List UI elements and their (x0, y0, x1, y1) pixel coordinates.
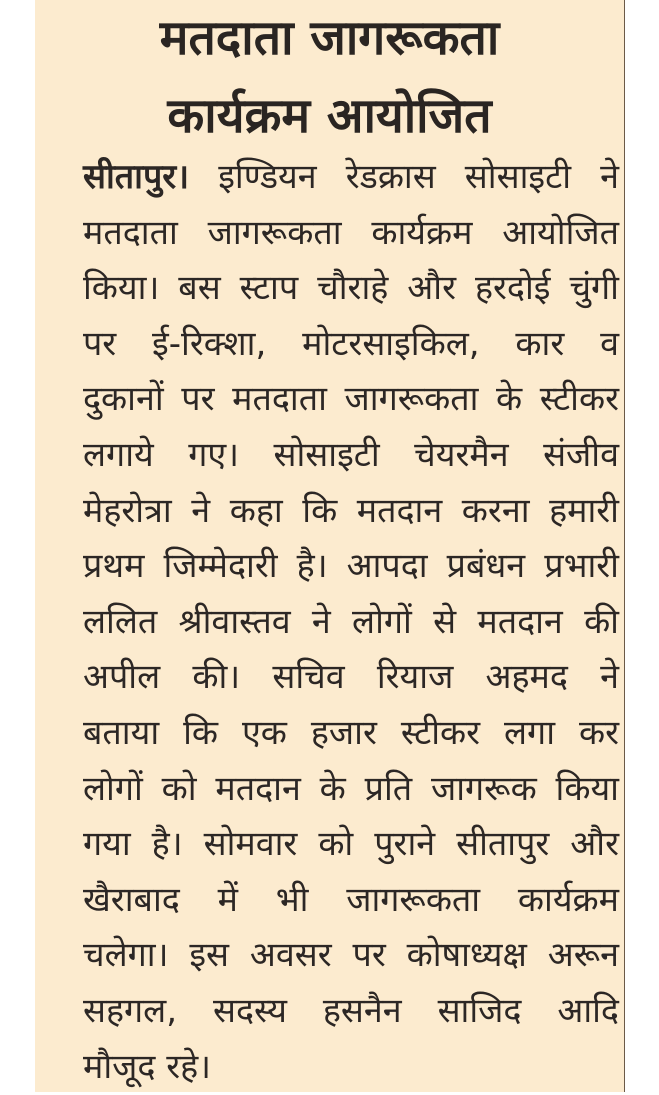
article-line: मेहरोत्रा ने कहा कि मतदान करना हमारी (83, 484, 619, 540)
article-line: सहगल, सदस्य हसनैन साजिद आदि (83, 984, 619, 1040)
article-line: चलेगा। इस अवसर पर कोषाध्यक्ष अरून (83, 928, 619, 984)
article-text: इण्डियन रेडक्रास सोसाइटी ने (189, 157, 619, 197)
article-line: खैराबाद में भी जागरूकता कार्यक्रम (83, 873, 619, 929)
newspaper-clipping (35, 0, 625, 1092)
article-line: मौजूद रहे। (83, 1040, 619, 1095)
article-line: दुकानों पर मतदाता जागरूकता के स्टीकर (83, 372, 619, 428)
article-line: अपील की। सचिव रियाज अहमद ने (83, 650, 619, 706)
article-line: किया। बस स्टाप चौराहे और हरदोई चुंगी (83, 261, 619, 317)
article-line (83, 150, 619, 206)
article-line: लोगों को मतदान के प्रति जागरूक किया (83, 762, 619, 818)
article-line: प्रथम जिम्मेदारी है। आपदा प्रबंधन प्रभारी (83, 539, 619, 595)
article-line: गया है। सोमवार को पुराने सीतापुर और (83, 817, 619, 873)
article-body (83, 150, 619, 1095)
article-line: बताया कि एक हजार स्टीकर लगा कर (83, 706, 619, 762)
article-line: ललित श्रीवास्तव ने लोगों से मतदान की (83, 595, 619, 651)
article-line: लगाये गए। सोसाइटी चेयरमैन संजीव (83, 428, 619, 484)
dateline: सीतापुर। (83, 157, 189, 197)
article-line: मतदाता जागरूकता कार्यक्रम आयोजित (83, 206, 619, 262)
article-line: पर ई-रिक्शा, मोटरसाइकिल, कार व (83, 317, 619, 373)
headline-line-2: कार्यक्रम आयोजित (35, 86, 624, 146)
headline-line-1: मतदाता जागरूकता (35, 8, 624, 68)
